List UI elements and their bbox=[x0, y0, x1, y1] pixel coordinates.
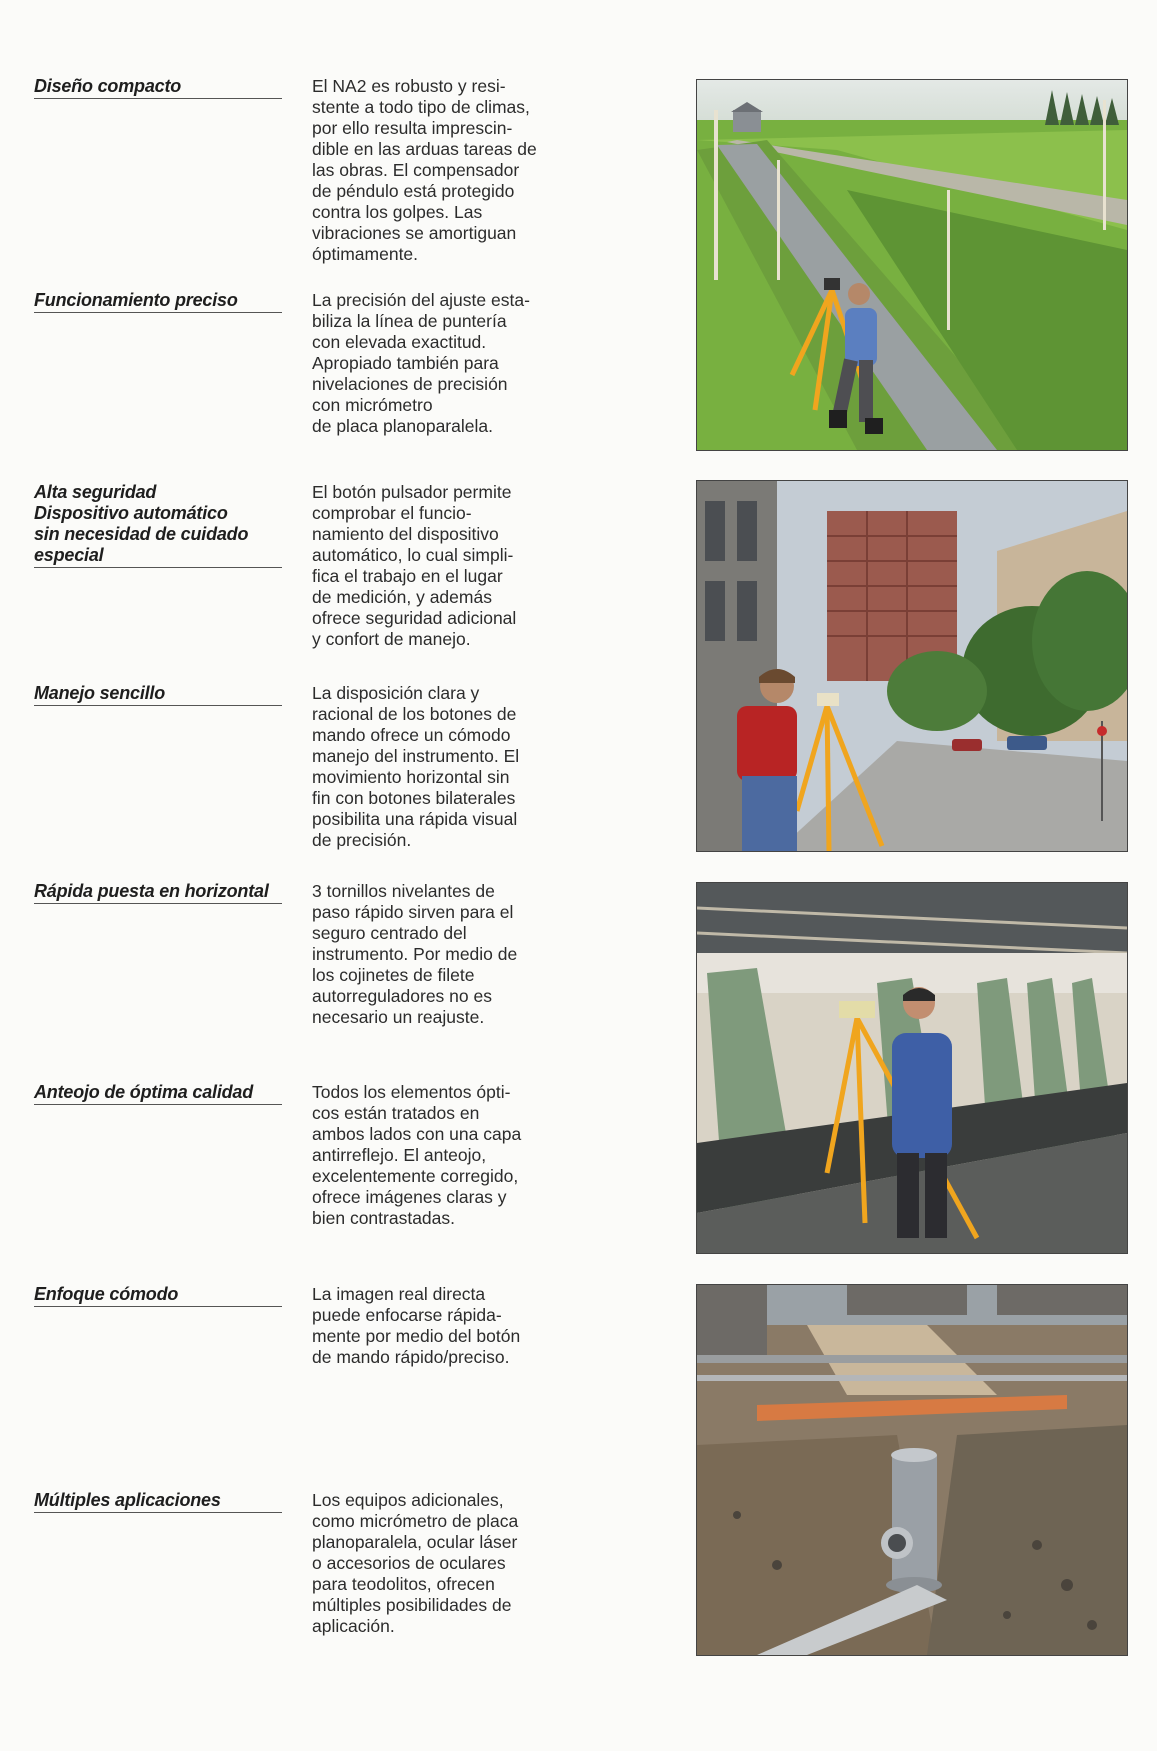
text-multiples-aplicaciones: Los equipos adicionales, como micrómetro de placa planoparalela, ocular láser o accesorios de oculares para teodolitos, ofrecen múltiples posibilidades de aplicación. bbox=[312, 1490, 519, 1636]
heading-enfoque-comodo: Enfoque cómodo bbox=[34, 1284, 282, 1307]
photo-city-street bbox=[696, 480, 1128, 852]
text-funcionamiento-preciso: La precisión del ajuste esta- biliza la línea de puntería con elevada exactitud. Apropiado también para nivelaciones de precisión con micrómetro de placa planoparalela. bbox=[312, 290, 530, 436]
heading-funcionamiento-preciso: Funcionamiento preciso bbox=[34, 290, 282, 313]
text-rapida-puesta: 3 tornillos nivelantes de paso rápido sirven para el seguro centrado del instrumento. Por medio de los cojinetes de filete autorreguladores no es necesario un reajuste. bbox=[312, 881, 518, 1027]
photo-factory bbox=[696, 882, 1128, 1254]
heading-anteojo: Anteojo de óptima calidad bbox=[34, 1082, 282, 1105]
photo-field-canal bbox=[696, 79, 1128, 451]
factory-illustration bbox=[697, 883, 1127, 1253]
city-street-illustration bbox=[697, 481, 1127, 851]
construction-site-illustration bbox=[697, 1285, 1127, 1655]
field-canal-illustration bbox=[697, 80, 1127, 450]
heading-alta-seguridad: Alta seguridad Dispositivo automático sin necesidad de cuidado especial bbox=[34, 482, 282, 568]
text-enfoque-comodo: La imagen real directa puede enfocarse rápida- mente por medio del botón de mando rápido/preciso. bbox=[312, 1284, 521, 1367]
photo-construction-site bbox=[696, 1284, 1128, 1656]
text-anteojo: Todos los elementos ópti- cos están tratados en ambos lados con una capa antirreflejo. El anteojo, excelentemente corregido, ofrece imágenes claras y bien contrastadas. bbox=[312, 1082, 522, 1228]
text-alta-seguridad: El botón pulsador permite comprobar el funcio- namiento del dispositivo automático, lo cual simpli- fica el trabajo en el lugar de medición, y además ofrece seguridad adicional y confort de manejo. bbox=[312, 482, 517, 649]
text-manejo-sencillo: La disposición clara y racional de los botones de mando ofrece un cómodo manejo del instrumento. El movimiento horizontal sin fin con botones bilaterales posibilita una rápida visual de precisión. bbox=[312, 683, 520, 850]
heading-rapida-puesta: Rápida puesta en horizontal bbox=[34, 881, 282, 904]
heading-multiples-aplicaciones: Múltiples aplicaciones bbox=[34, 1490, 282, 1513]
heading-manejo-sencillo: Manejo sencillo bbox=[34, 683, 282, 706]
text-diseno-compacto: El NA2 es robusto y resi- stente a todo tipo de climas, por ello resulta imprescin- dible en las arduas tareas de las obras. El compensador de péndulo está protegido contra los golpes. Las vibraciones se amortiguan óptimamente. bbox=[312, 76, 537, 264]
heading-diseno-compacto: Diseño compacto bbox=[34, 76, 282, 99]
